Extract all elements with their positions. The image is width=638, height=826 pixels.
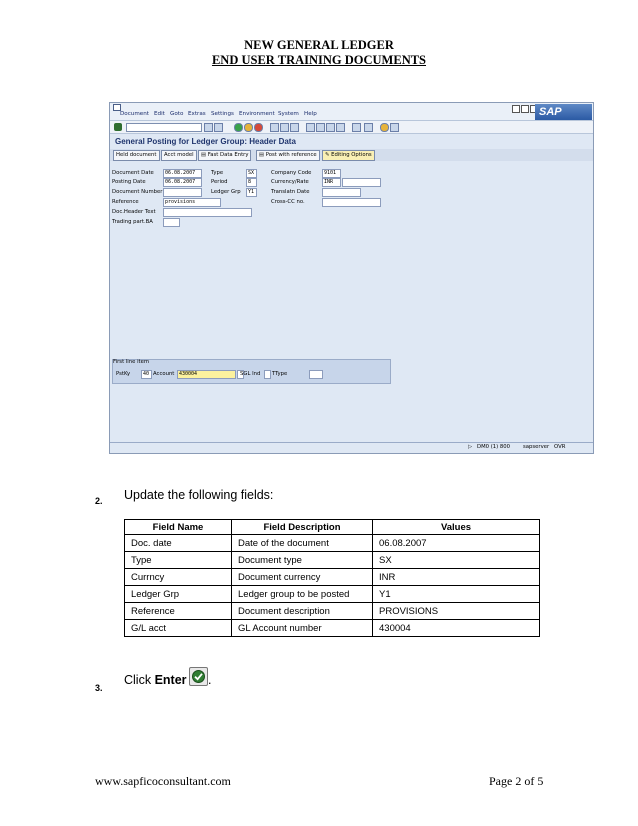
field-name-cell: Reference — [125, 603, 232, 620]
value-cell: 06.08.2007 — [373, 535, 540, 552]
account-label: Account — [153, 371, 175, 377]
server-name: sapserver — [523, 444, 550, 450]
menu-environment[interactable]: Environment — [239, 111, 275, 117]
currency-rate-label: Currency/Rate — [271, 179, 309, 185]
exit-icon[interactable] — [244, 123, 253, 132]
reference-input[interactable]: provisions — [163, 198, 221, 207]
fast-data-entry-label: Fast Data Entry — [207, 152, 249, 158]
menu-help[interactable]: Help — [304, 111, 317, 117]
field-description-cell: GL Account number — [232, 620, 373, 637]
column-header: Field Description — [232, 520, 373, 535]
value-cell: Y1 — [373, 586, 540, 603]
menu-system[interactable]: System — [278, 111, 299, 117]
step-3-prefix: Click — [124, 673, 155, 687]
exchange-rate-input[interactable] — [342, 178, 381, 187]
save-icon[interactable] — [204, 123, 213, 132]
first-line-item-group — [112, 359, 391, 384]
table-row — [125, 620, 540, 637]
value-cell: 430004 — [373, 620, 540, 637]
command-field[interactable] — [126, 123, 202, 132]
last-page-icon[interactable] — [336, 123, 345, 132]
fields-table — [124, 519, 540, 637]
period-label: Period — [211, 179, 228, 185]
system-menu-icon[interactable] — [113, 104, 121, 111]
system-info: DM0 (1) 800 — [477, 444, 510, 450]
column-header: Values — [373, 520, 540, 535]
footer-website: www.sapficoconsultant.com — [95, 774, 231, 788]
step-3-number: 3. — [95, 683, 103, 693]
table-header-row — [125, 520, 540, 535]
menu-document[interactable]: Document — [120, 111, 149, 117]
fast-entry-icon: ▤ — [201, 152, 208, 158]
sgl-ind-label: SGL Ind — [240, 371, 261, 377]
step-2 — [95, 491, 103, 509]
enter-check-icon — [190, 668, 207, 685]
posting-date-input[interactable]: 06.08.2007 — [163, 178, 202, 187]
held-document-button[interactable]: Held document — [113, 150, 160, 161]
doc-number-input[interactable] — [163, 188, 202, 197]
menu-goto[interactable]: Goto — [170, 111, 184, 117]
step-3-text — [124, 673, 187, 687]
translatn-date-label: Translatn Date — [271, 189, 310, 195]
screen-title: General Posting for Ledger Group: Header Data — [115, 137, 296, 146]
field-name-cell: Doc. date — [125, 535, 232, 552]
status-arrow-icon[interactable]: ▷ — [468, 444, 473, 450]
table-row — [125, 603, 540, 620]
maximize-icon[interactable] — [521, 105, 529, 113]
insert-mode: OVR — [554, 444, 566, 450]
trading-part-ba-label: Trading part.BA — [112, 219, 153, 225]
footer-page-number: Page 2 of 5 — [489, 774, 544, 788]
ttype-label: TType — [272, 371, 288, 377]
doc-number-label: Document Number — [112, 189, 163, 195]
account-input[interactable]: 430004 — [177, 370, 236, 379]
enter-button[interactable] — [189, 667, 208, 686]
posting-date-label: Posting Date — [112, 179, 146, 185]
company-code-label: Company Code — [271, 170, 312, 176]
cross-cc-label: Cross-CC no. — [271, 199, 305, 205]
trading-part-ba-input[interactable] — [163, 218, 180, 227]
menu-settings[interactable]: Settings — [211, 111, 234, 117]
shortcut-icon[interactable] — [364, 123, 373, 132]
field-name-cell: Ledger Grp — [125, 586, 232, 603]
step-2-text: Update the following fields: — [124, 488, 274, 502]
field-description-cell: Document currency — [232, 569, 373, 586]
status-bar — [110, 442, 593, 453]
ledger-grp-label: Ledger Grp — [211, 189, 241, 195]
help-icon[interactable] — [380, 123, 389, 132]
step-3 — [95, 678, 103, 696]
company-code-input[interactable]: 9101 — [322, 169, 341, 178]
editing-options-button[interactable] — [322, 150, 375, 161]
column-header: Field Name — [125, 520, 232, 535]
application-toolbar — [110, 149, 593, 161]
field-name-cell: G/L acct — [125, 620, 232, 637]
step-2-number: 2. — [95, 496, 103, 506]
system-toolbar — [110, 121, 593, 134]
back-icon[interactable] — [234, 123, 243, 132]
step-3-enter-word: Enter — [154, 673, 187, 687]
value-cell: PROVISIONS — [373, 603, 540, 620]
field-description-cell: Document description — [232, 603, 373, 620]
ttype-input[interactable] — [309, 370, 323, 379]
new-session-icon[interactable] — [352, 123, 361, 132]
cross-cc-input[interactable] — [322, 198, 381, 207]
layout-menu-icon[interactable] — [390, 123, 399, 132]
menu-extras[interactable]: Extras — [188, 111, 206, 117]
pstky-input[interactable]: 40 — [141, 370, 152, 379]
currency-input[interactable]: INR — [322, 178, 341, 187]
doc-header-text-input[interactable] — [163, 208, 252, 217]
menu-edit[interactable]: Edit — [154, 111, 165, 117]
type-input[interactable]: SX — [246, 169, 257, 178]
document-subtitle: END USER TRAINING DOCUMENTS — [211, 53, 427, 67]
type-label: Type — [211, 170, 224, 176]
value-cell: SX — [373, 552, 540, 569]
fast-data-entry-button[interactable] — [198, 150, 251, 161]
field-description-cell: Date of the document — [232, 535, 373, 552]
doc-header-text-label: Doc.Header Text — [112, 209, 156, 215]
field-name-cell: Type — [125, 552, 232, 569]
next-page-icon[interactable] — [326, 123, 335, 132]
cancel-icon[interactable] — [254, 123, 263, 132]
find-next-icon[interactable] — [290, 123, 299, 132]
table-row — [125, 569, 540, 586]
sap-screenshot — [109, 102, 594, 454]
doc-date-label: Document Date — [112, 170, 154, 176]
post-with-reference-label: Post with reference — [265, 152, 317, 158]
translatn-date-input[interactable] — [322, 188, 361, 197]
find-icon[interactable] — [280, 123, 289, 132]
reference-icon: ▤ — [259, 152, 266, 158]
print-icon[interactable] — [270, 123, 279, 132]
doc-date-input[interactable]: 06.08.2007 — [163, 169, 202, 178]
period-input[interactable]: 8 — [246, 178, 257, 187]
minimize-icon[interactable] — [512, 105, 520, 113]
menu-bar — [110, 103, 593, 121]
field-description-cell: Document type — [232, 552, 373, 569]
acct-model-button[interactable]: Acct model — [161, 150, 197, 161]
ledger-grp-input[interactable]: Y1 — [246, 188, 257, 197]
document-title: NEW GENERAL LEDGER — [244, 38, 394, 52]
step-3-suffix: . — [208, 673, 212, 687]
first-page-icon[interactable] — [306, 123, 315, 132]
previous-page-icon[interactable] — [316, 123, 325, 132]
editing-options-label: Editing Options — [331, 152, 372, 158]
post-with-reference-button[interactable] — [256, 150, 320, 161]
first-line-item-tab: First line item — [113, 359, 150, 365]
table-row — [125, 535, 540, 552]
field-name-cell: Currncy — [125, 569, 232, 586]
value-cell: INR — [373, 569, 540, 586]
save-icon-2[interactable] — [214, 123, 223, 132]
pencil-icon: ✎ — [325, 152, 332, 158]
sap-logo: SAP — [535, 104, 592, 120]
ttype-input-box[interactable] — [264, 370, 271, 379]
table-row — [125, 586, 540, 603]
enter-icon[interactable] — [114, 123, 122, 131]
pstky-label: PstKy — [116, 371, 131, 377]
reference-label: Reference — [112, 199, 139, 205]
table-row — [125, 552, 540, 569]
field-description-cell: Ledger group to be posted — [232, 586, 373, 603]
